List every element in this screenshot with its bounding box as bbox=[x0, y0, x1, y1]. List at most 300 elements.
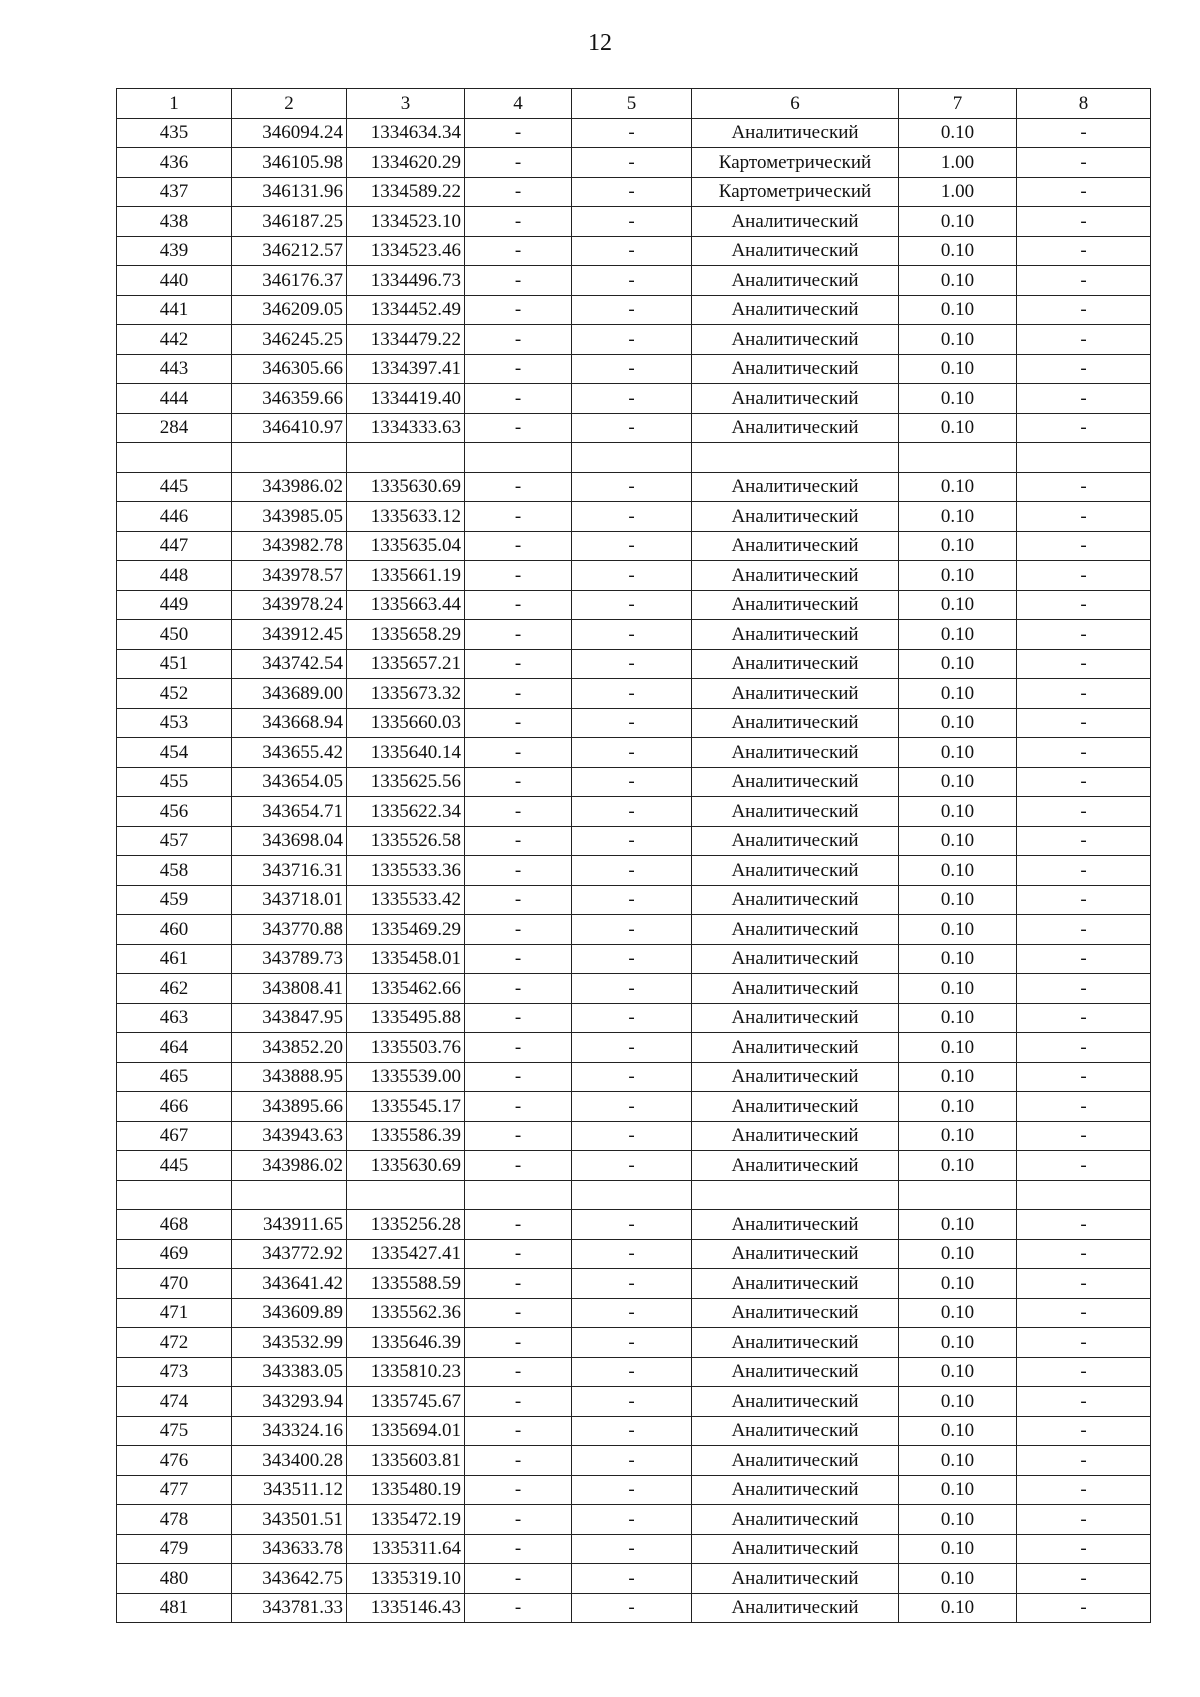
accuracy-cell: 0.10 bbox=[899, 1505, 1017, 1535]
y-coordinate-cell: 1335630.69 bbox=[347, 1151, 465, 1181]
col8-cell: - bbox=[1017, 561, 1151, 591]
col8-cell: - bbox=[1017, 1092, 1151, 1122]
col5-cell: - bbox=[572, 1564, 692, 1594]
x-coordinate-cell: 343912.45 bbox=[232, 620, 347, 650]
point-number-cell: 466 bbox=[117, 1092, 232, 1122]
col5-cell: - bbox=[572, 708, 692, 738]
method-cell: Аналитический bbox=[692, 1416, 899, 1446]
point-number-cell: 474 bbox=[117, 1387, 232, 1417]
col5-cell: - bbox=[572, 1357, 692, 1387]
col8-cell: - bbox=[1017, 1269, 1151, 1299]
method-cell: Аналитический bbox=[692, 1387, 899, 1417]
col5-cell: - bbox=[572, 118, 692, 148]
method-cell: Аналитический bbox=[692, 767, 899, 797]
col8-cell: - bbox=[1017, 1387, 1151, 1417]
col8-cell: - bbox=[1017, 649, 1151, 679]
col8-cell: - bbox=[1017, 1357, 1151, 1387]
y-coordinate-cell: 1335539.00 bbox=[347, 1062, 465, 1092]
table-row bbox=[117, 974, 1151, 1004]
accuracy-cell: 1.00 bbox=[899, 177, 1017, 207]
table-row bbox=[117, 561, 1151, 591]
x-coordinate-cell: 343609.89 bbox=[232, 1298, 347, 1328]
y-coordinate-cell bbox=[347, 1180, 465, 1210]
accuracy-cell: 0.10 bbox=[899, 1003, 1017, 1033]
point-number-cell: 478 bbox=[117, 1505, 232, 1535]
method-cell: Аналитический bbox=[692, 1564, 899, 1594]
point-number-cell: 471 bbox=[117, 1298, 232, 1328]
table-row bbox=[117, 1475, 1151, 1505]
point-number-cell: 475 bbox=[117, 1416, 232, 1446]
col4-cell: - bbox=[465, 944, 572, 974]
method-cell: Аналитический bbox=[692, 1210, 899, 1240]
method-cell: Аналитический bbox=[692, 325, 899, 355]
point-number-cell: 446 bbox=[117, 502, 232, 532]
y-coordinate-cell: 1335646.39 bbox=[347, 1328, 465, 1358]
x-coordinate-cell: 343400.28 bbox=[232, 1446, 347, 1476]
y-coordinate-cell: 1334589.22 bbox=[347, 177, 465, 207]
col8-cell bbox=[1017, 1180, 1151, 1210]
col8-cell: - bbox=[1017, 856, 1151, 886]
method-cell: Аналитический bbox=[692, 384, 899, 414]
table-body bbox=[117, 118, 1151, 1623]
table-row bbox=[117, 266, 1151, 296]
table-row bbox=[117, 708, 1151, 738]
accuracy-cell: 0.10 bbox=[899, 738, 1017, 768]
col8-cell: - bbox=[1017, 472, 1151, 502]
col4-cell: - bbox=[465, 767, 572, 797]
col8-cell: - bbox=[1017, 1298, 1151, 1328]
col5-cell: - bbox=[572, 1003, 692, 1033]
accuracy-cell: 0.10 bbox=[899, 767, 1017, 797]
point-number-cell: 444 bbox=[117, 384, 232, 414]
col8-cell: - bbox=[1017, 1328, 1151, 1358]
table-row bbox=[117, 1298, 1151, 1328]
col5-cell: - bbox=[572, 266, 692, 296]
y-coordinate-cell: 1335622.34 bbox=[347, 797, 465, 827]
col4-cell: - bbox=[465, 1475, 572, 1505]
point-number-cell: 462 bbox=[117, 974, 232, 1004]
y-coordinate-cell: 1335480.19 bbox=[347, 1475, 465, 1505]
col4-cell: - bbox=[465, 915, 572, 945]
col4-cell: - bbox=[465, 236, 572, 266]
accuracy-cell: 0.10 bbox=[899, 1328, 1017, 1358]
col8-cell: - bbox=[1017, 1210, 1151, 1240]
col5-cell: - bbox=[572, 738, 692, 768]
accuracy-cell: 0.10 bbox=[899, 1298, 1017, 1328]
table-row bbox=[117, 1534, 1151, 1564]
col4-cell: - bbox=[465, 1121, 572, 1151]
method-cell: Аналитический bbox=[692, 1151, 899, 1181]
col5-cell: - bbox=[572, 236, 692, 266]
col5-cell: - bbox=[572, 177, 692, 207]
col5-cell: - bbox=[572, 1269, 692, 1299]
accuracy-cell: 0.10 bbox=[899, 266, 1017, 296]
col4-cell: - bbox=[465, 1505, 572, 1535]
col4-cell: - bbox=[465, 531, 572, 561]
col8-cell: - bbox=[1017, 148, 1151, 178]
table-row bbox=[117, 295, 1151, 325]
col5-cell: - bbox=[572, 413, 692, 443]
point-number-cell: 481 bbox=[117, 1593, 232, 1623]
col4-cell: - bbox=[465, 856, 572, 886]
col4-cell: - bbox=[465, 708, 572, 738]
col5-cell: - bbox=[572, 1151, 692, 1181]
accuracy-cell: 0.10 bbox=[899, 649, 1017, 679]
table-row bbox=[117, 620, 1151, 650]
x-coordinate-cell: 343698.04 bbox=[232, 826, 347, 856]
point-number-cell: 450 bbox=[117, 620, 232, 650]
method-cell: Аналитический bbox=[692, 236, 899, 266]
point-number-cell: 459 bbox=[117, 885, 232, 915]
col4-cell: - bbox=[465, 1298, 572, 1328]
table-row bbox=[117, 148, 1151, 178]
col4-cell: - bbox=[465, 649, 572, 679]
col4-cell: - bbox=[465, 1151, 572, 1181]
x-coordinate-cell: 346176.37 bbox=[232, 266, 347, 296]
method-cell: Аналитический bbox=[692, 1121, 899, 1151]
col4-cell: - bbox=[465, 1033, 572, 1063]
col8-cell: - bbox=[1017, 354, 1151, 384]
accuracy-cell: 0.10 bbox=[899, 915, 1017, 945]
col5-cell: - bbox=[572, 620, 692, 650]
y-coordinate-cell: 1335256.28 bbox=[347, 1210, 465, 1240]
x-coordinate-cell: 346359.66 bbox=[232, 384, 347, 414]
method-cell bbox=[692, 1180, 899, 1210]
y-coordinate-cell: 1334496.73 bbox=[347, 266, 465, 296]
header-cell-col8: 8 bbox=[1017, 89, 1151, 119]
point-number-cell: 284 bbox=[117, 413, 232, 443]
x-coordinate-cell: 343982.78 bbox=[232, 531, 347, 561]
point-number-cell: 437 bbox=[117, 177, 232, 207]
point-number-cell: 448 bbox=[117, 561, 232, 591]
y-coordinate-cell: 1334523.10 bbox=[347, 207, 465, 237]
method-cell: Аналитический bbox=[692, 1475, 899, 1505]
x-coordinate-cell: 346212.57 bbox=[232, 236, 347, 266]
col8-cell: - bbox=[1017, 620, 1151, 650]
y-coordinate-cell: 1335810.23 bbox=[347, 1357, 465, 1387]
y-coordinate-cell: 1334397.41 bbox=[347, 354, 465, 384]
point-number-cell: 438 bbox=[117, 207, 232, 237]
accuracy-cell: 0.10 bbox=[899, 708, 1017, 738]
y-coordinate-cell: 1335462.66 bbox=[347, 974, 465, 1004]
method-cell: Аналитический bbox=[692, 1505, 899, 1535]
accuracy-cell: 0.10 bbox=[899, 1475, 1017, 1505]
col5-cell: - bbox=[572, 649, 692, 679]
accuracy-cell: 0.10 bbox=[899, 207, 1017, 237]
x-coordinate-cell bbox=[232, 1180, 347, 1210]
col5-cell: - bbox=[572, 1298, 692, 1328]
point-number-cell: 442 bbox=[117, 325, 232, 355]
table-row bbox=[117, 1121, 1151, 1151]
point-number-cell: 441 bbox=[117, 295, 232, 325]
header-cell-col2: 2 bbox=[232, 89, 347, 119]
col5-cell bbox=[572, 1180, 692, 1210]
x-coordinate-cell: 343655.42 bbox=[232, 738, 347, 768]
col8-cell: - bbox=[1017, 177, 1151, 207]
table-row bbox=[117, 1239, 1151, 1269]
x-coordinate-cell: 343633.78 bbox=[232, 1534, 347, 1564]
col5-cell: - bbox=[572, 1416, 692, 1446]
x-coordinate-cell: 343501.51 bbox=[232, 1505, 347, 1535]
method-cell: Аналитический bbox=[692, 974, 899, 1004]
y-coordinate-cell: 1335657.21 bbox=[347, 649, 465, 679]
col5-cell: - bbox=[572, 502, 692, 532]
header-cell-col7: 7 bbox=[899, 89, 1017, 119]
method-cell: Аналитический bbox=[692, 561, 899, 591]
table-row bbox=[117, 472, 1151, 502]
point-number-cell: 453 bbox=[117, 708, 232, 738]
header-cell-col4: 4 bbox=[465, 89, 572, 119]
point-number-cell: 449 bbox=[117, 590, 232, 620]
col8-cell: - bbox=[1017, 325, 1151, 355]
col5-cell: - bbox=[572, 1092, 692, 1122]
y-coordinate-cell: 1335533.36 bbox=[347, 856, 465, 886]
y-coordinate-cell: 1335661.19 bbox=[347, 561, 465, 591]
col5-cell: - bbox=[572, 1446, 692, 1476]
col4-cell: - bbox=[465, 620, 572, 650]
accuracy-cell: 0.10 bbox=[899, 1387, 1017, 1417]
header-cell-col1: 1 bbox=[117, 89, 232, 119]
accuracy-cell: 0.10 bbox=[899, 885, 1017, 915]
point-number-cell: 476 bbox=[117, 1446, 232, 1476]
table-row bbox=[117, 856, 1151, 886]
accuracy-cell: 0.10 bbox=[899, 1033, 1017, 1063]
col8-cell: - bbox=[1017, 1062, 1151, 1092]
table-row bbox=[117, 649, 1151, 679]
x-coordinate-cell: 343293.94 bbox=[232, 1387, 347, 1417]
col5-cell: - bbox=[572, 295, 692, 325]
col8-cell: - bbox=[1017, 1151, 1151, 1181]
col4-cell: - bbox=[465, 118, 572, 148]
y-coordinate-cell: 1334634.34 bbox=[347, 118, 465, 148]
col5-cell: - bbox=[572, 885, 692, 915]
accuracy-cell: 0.10 bbox=[899, 1593, 1017, 1623]
point-number-cell: 451 bbox=[117, 649, 232, 679]
y-coordinate-cell: 1335545.17 bbox=[347, 1092, 465, 1122]
x-coordinate-cell: 343888.95 bbox=[232, 1062, 347, 1092]
table-row bbox=[117, 1062, 1151, 1092]
accuracy-cell: 0.10 bbox=[899, 1357, 1017, 1387]
col4-cell bbox=[465, 1180, 572, 1210]
header-row bbox=[117, 89, 1151, 119]
accuracy-cell: 0.10 bbox=[899, 1062, 1017, 1092]
col4-cell: - bbox=[465, 1357, 572, 1387]
x-coordinate-cell: 346105.98 bbox=[232, 148, 347, 178]
col4-cell: - bbox=[465, 826, 572, 856]
y-coordinate-cell: 1334452.49 bbox=[347, 295, 465, 325]
table-row bbox=[117, 384, 1151, 414]
point-number-cell: 457 bbox=[117, 826, 232, 856]
accuracy-cell: 0.10 bbox=[899, 236, 1017, 266]
col4-cell: - bbox=[465, 1564, 572, 1594]
col8-cell: - bbox=[1017, 679, 1151, 709]
y-coordinate-cell: 1335427.41 bbox=[347, 1239, 465, 1269]
col5-cell bbox=[572, 443, 692, 473]
y-coordinate-cell: 1335660.03 bbox=[347, 708, 465, 738]
col5-cell: - bbox=[572, 354, 692, 384]
col8-cell: - bbox=[1017, 1534, 1151, 1564]
x-coordinate-cell: 343742.54 bbox=[232, 649, 347, 679]
table-row bbox=[117, 767, 1151, 797]
point-number-cell: 454 bbox=[117, 738, 232, 768]
col5-cell: - bbox=[572, 1534, 692, 1564]
x-coordinate-cell: 343978.24 bbox=[232, 590, 347, 620]
y-coordinate-cell: 1335633.12 bbox=[347, 502, 465, 532]
col4-cell: - bbox=[465, 1210, 572, 1240]
method-cell: Аналитический bbox=[692, 738, 899, 768]
method-cell: Аналитический bbox=[692, 885, 899, 915]
col5-cell: - bbox=[572, 1475, 692, 1505]
col4-cell: - bbox=[465, 472, 572, 502]
table-row bbox=[117, 236, 1151, 266]
col8-cell: - bbox=[1017, 207, 1151, 237]
method-cell: Аналитический bbox=[692, 118, 899, 148]
col4-cell: - bbox=[465, 266, 572, 296]
col8-cell: - bbox=[1017, 413, 1151, 443]
col5-cell: - bbox=[572, 1593, 692, 1623]
x-coordinate-cell: 343642.75 bbox=[232, 1564, 347, 1594]
y-coordinate-cell: 1335625.56 bbox=[347, 767, 465, 797]
accuracy-cell: 0.10 bbox=[899, 974, 1017, 1004]
point-number-cell: 435 bbox=[117, 118, 232, 148]
method-cell: Аналитический bbox=[692, 1328, 899, 1358]
coordinates-table bbox=[116, 88, 1151, 1623]
method-cell: Аналитический bbox=[692, 1534, 899, 1564]
header-cell-col3: 3 bbox=[347, 89, 465, 119]
col4-cell: - bbox=[465, 1062, 572, 1092]
accuracy-cell: 0.10 bbox=[899, 1416, 1017, 1446]
page-number: 12 bbox=[588, 30, 612, 56]
col8-cell: - bbox=[1017, 1003, 1151, 1033]
x-coordinate-cell: 343847.95 bbox=[232, 1003, 347, 1033]
table-row bbox=[117, 590, 1151, 620]
col4-cell: - bbox=[465, 797, 572, 827]
method-cell: Аналитический bbox=[692, 708, 899, 738]
x-coordinate-cell: 343532.99 bbox=[232, 1328, 347, 1358]
x-coordinate-cell: 343324.16 bbox=[232, 1416, 347, 1446]
accuracy-cell: 0.10 bbox=[899, 118, 1017, 148]
accuracy-cell: 0.10 bbox=[899, 561, 1017, 591]
y-coordinate-cell: 1334419.40 bbox=[347, 384, 465, 414]
accuracy-cell: 0.10 bbox=[899, 1564, 1017, 1594]
method-cell: Аналитический bbox=[692, 354, 899, 384]
col5-cell: - bbox=[572, 531, 692, 561]
method-cell: Аналитический bbox=[692, 1269, 899, 1299]
table-row bbox=[117, 1269, 1151, 1299]
y-coordinate-cell: 1335694.01 bbox=[347, 1416, 465, 1446]
col5-cell: - bbox=[572, 915, 692, 945]
col8-cell: - bbox=[1017, 590, 1151, 620]
col8-cell: - bbox=[1017, 1564, 1151, 1594]
col8-cell: - bbox=[1017, 384, 1151, 414]
point-number-cell: 458 bbox=[117, 856, 232, 886]
table-row bbox=[117, 531, 1151, 561]
method-cell: Аналитический bbox=[692, 1033, 899, 1063]
point-number-cell: 469 bbox=[117, 1239, 232, 1269]
y-coordinate-cell: 1335146.43 bbox=[347, 1593, 465, 1623]
accuracy-cell: 0.10 bbox=[899, 944, 1017, 974]
col4-cell: - bbox=[465, 1416, 572, 1446]
method-cell: Аналитический bbox=[692, 472, 899, 502]
col5-cell: - bbox=[572, 679, 692, 709]
col5-cell: - bbox=[572, 325, 692, 355]
x-coordinate-cell: 346245.25 bbox=[232, 325, 347, 355]
col4-cell: - bbox=[465, 561, 572, 591]
col4-cell: - bbox=[465, 354, 572, 384]
col5-cell: - bbox=[572, 767, 692, 797]
col8-cell: - bbox=[1017, 1121, 1151, 1151]
table-row bbox=[117, 1151, 1151, 1181]
col8-cell: - bbox=[1017, 1416, 1151, 1446]
point-number-cell: 460 bbox=[117, 915, 232, 945]
x-coordinate-cell: 343986.02 bbox=[232, 1151, 347, 1181]
point-number-cell: 456 bbox=[117, 797, 232, 827]
accuracy-cell: 0.10 bbox=[899, 1092, 1017, 1122]
accuracy-cell: 0.10 bbox=[899, 472, 1017, 502]
table-row bbox=[117, 1416, 1151, 1446]
col8-cell: - bbox=[1017, 767, 1151, 797]
accuracy-cell: 0.10 bbox=[899, 620, 1017, 650]
method-cell: Аналитический bbox=[692, 826, 899, 856]
accuracy-cell: 1.00 bbox=[899, 148, 1017, 178]
method-cell: Аналитический bbox=[692, 207, 899, 237]
table-header bbox=[117, 89, 1151, 119]
col4-cell: - bbox=[465, 1269, 572, 1299]
point-number-cell: 436 bbox=[117, 148, 232, 178]
y-coordinate-cell: 1334620.29 bbox=[347, 148, 465, 178]
col4-cell: - bbox=[465, 1003, 572, 1033]
col8-cell: - bbox=[1017, 708, 1151, 738]
col8-cell: - bbox=[1017, 502, 1151, 532]
y-coordinate-cell: 1335630.69 bbox=[347, 472, 465, 502]
col8-cell: - bbox=[1017, 738, 1151, 768]
y-coordinate-cell: 1335311.64 bbox=[347, 1534, 465, 1564]
table-row bbox=[117, 1387, 1151, 1417]
point-number-cell: 452 bbox=[117, 679, 232, 709]
x-coordinate-cell: 343383.05 bbox=[232, 1357, 347, 1387]
x-coordinate-cell: 343511.12 bbox=[232, 1475, 347, 1505]
accuracy-cell: 0.10 bbox=[899, 413, 1017, 443]
accuracy-cell bbox=[899, 1180, 1017, 1210]
col5-cell: - bbox=[572, 1387, 692, 1417]
method-cell: Аналитический bbox=[692, 1357, 899, 1387]
accuracy-cell: 0.10 bbox=[899, 1210, 1017, 1240]
col4-cell: - bbox=[465, 1239, 572, 1269]
y-coordinate-cell: 1335503.76 bbox=[347, 1033, 465, 1063]
col4-cell bbox=[465, 443, 572, 473]
x-coordinate-cell: 343718.01 bbox=[232, 885, 347, 915]
method-cell: Аналитический bbox=[692, 915, 899, 945]
x-coordinate-cell: 346094.24 bbox=[232, 118, 347, 148]
point-number-cell: 479 bbox=[117, 1534, 232, 1564]
col4-cell: - bbox=[465, 384, 572, 414]
x-coordinate-cell: 346209.05 bbox=[232, 295, 347, 325]
col8-cell: - bbox=[1017, 236, 1151, 266]
col4-cell: - bbox=[465, 325, 572, 355]
col4-cell: - bbox=[465, 679, 572, 709]
accuracy-cell: 0.10 bbox=[899, 1534, 1017, 1564]
table-row bbox=[117, 1446, 1151, 1476]
y-coordinate-cell: 1335635.04 bbox=[347, 531, 465, 561]
method-cell bbox=[692, 443, 899, 473]
col8-cell: - bbox=[1017, 974, 1151, 1004]
method-cell: Аналитический bbox=[692, 1239, 899, 1269]
accuracy-cell: 0.10 bbox=[899, 354, 1017, 384]
method-cell: Аналитический bbox=[692, 856, 899, 886]
col8-cell: - bbox=[1017, 944, 1151, 974]
table-row bbox=[117, 915, 1151, 945]
col4-cell: - bbox=[465, 1387, 572, 1417]
